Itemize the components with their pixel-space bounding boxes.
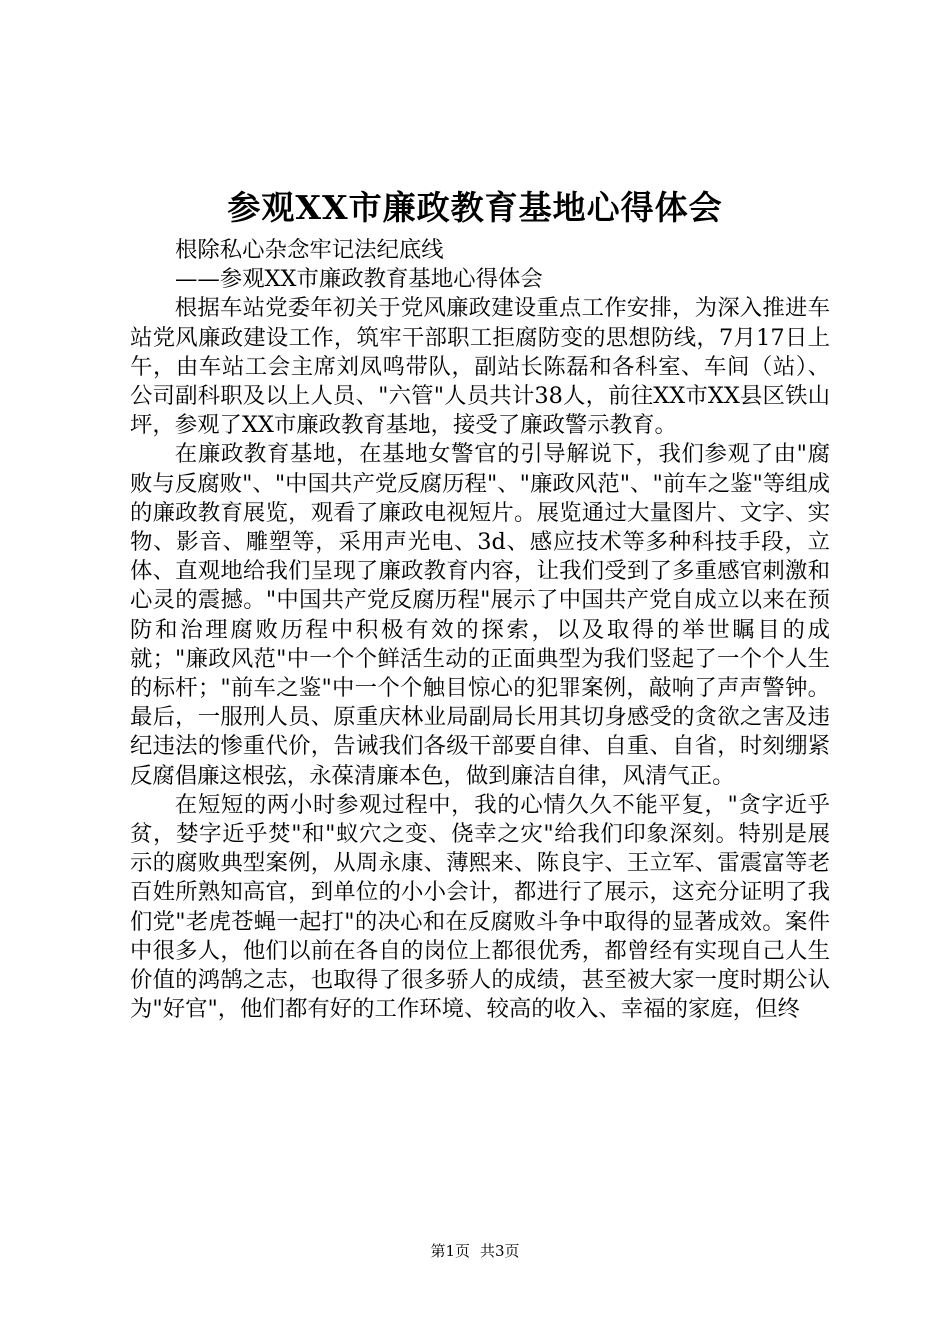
paragraph-2: 在廉政教育基地，在基地女警官的引导解说下，我们参观了由"腐败与反腐败"、"中国共产党反腐历程"、"廉政风范"、"前车之鉴"等组成的廉政教育展览，观看了廉政电视短片。展览通过大量图片、文字、实物、影音、雕塑等，采用声光电、3d、感应技术等多种科技手段，立体、直观地给我们呈现了廉政教育内容，让我们受到了多重感官刺激和心灵的震撼。"中国共产党反腐历程"展示了中国共产党自成立以来在预防和治理腐败历程中积极有效的探索，以及取得的举世瞩目的成就；"廉政风范"中一个个鲜活生动的正面典型为我们竖起了一个个人生的标杆；"前车之鉴"中一个个触目惊心的犯罪案例，敲响了声声警钟。最后，一服刑人员、原重庆林业局副局长用其切身感受的贪欲之害及违纪违法的惨重代价，告诫我们各级干部要自律、自重、自省，时刻绷紧反腐倡廉这根弦，永葆清廉本色，做到廉洁自律，风清气正。 — [130, 441, 830, 789]
subtitle-line-2: ——参观XX市廉政教育基地心得体会 — [175, 266, 543, 293]
subtitle-line-1: 根除私心杂念牢记法纪底线 — [175, 237, 444, 263]
document-title: 参观XX市廉政教育基地心得体会 — [227, 188, 723, 227]
page-total: 共3页 — [480, 1242, 520, 1260]
paragraph-1: 根据车站党委年初关于党风廉政建设重点工作安排，为深入推进车站党风廉政建设工作，筑牢干部职工拒腐防变的思想防线，7月17日上午，由车站工会主席刘凤鸣带队，副站长陈磊和各科室、车间（站）、公司副科职及以上人员、"六管"人员共计38人，前往XX市XX县区铁山坪，参观了XX市廉政教育基地，接受了廉政警示教育。 — [130, 295, 830, 439]
paragraph-3: 在短短的两小时参观过程中，我的心情久久不能平复，"贪字近乎贫，婪字近乎焚"和"蚁穴之变、侥幸之灾"给我们印象深刻。特别是展示的腐败典型案例，从周永康、薄熙来、陈良宇、王立军、雷震富等老百姓所熟知高官，到单位的小小会计，都进行了展示，这充分证明了我们党"老虎苍蝇一起打"的决心和在反腐败斗争中取得的显著成效。案件中很多人，他们以前在各自的岗位上都很优秀，都曾经有实现自己人生价值的鸿鹄之志，也取得了很多骄人的成绩，甚至被大家一度时期公认为"好官"，他们都有好的工作环境、较高的收入、幸福的家庭，但终 — [130, 791, 830, 1023]
document-body — [130, 236, 830, 1024]
page-footer — [0, 1241, 950, 1261]
page-number: 第1页 — [430, 1242, 470, 1260]
